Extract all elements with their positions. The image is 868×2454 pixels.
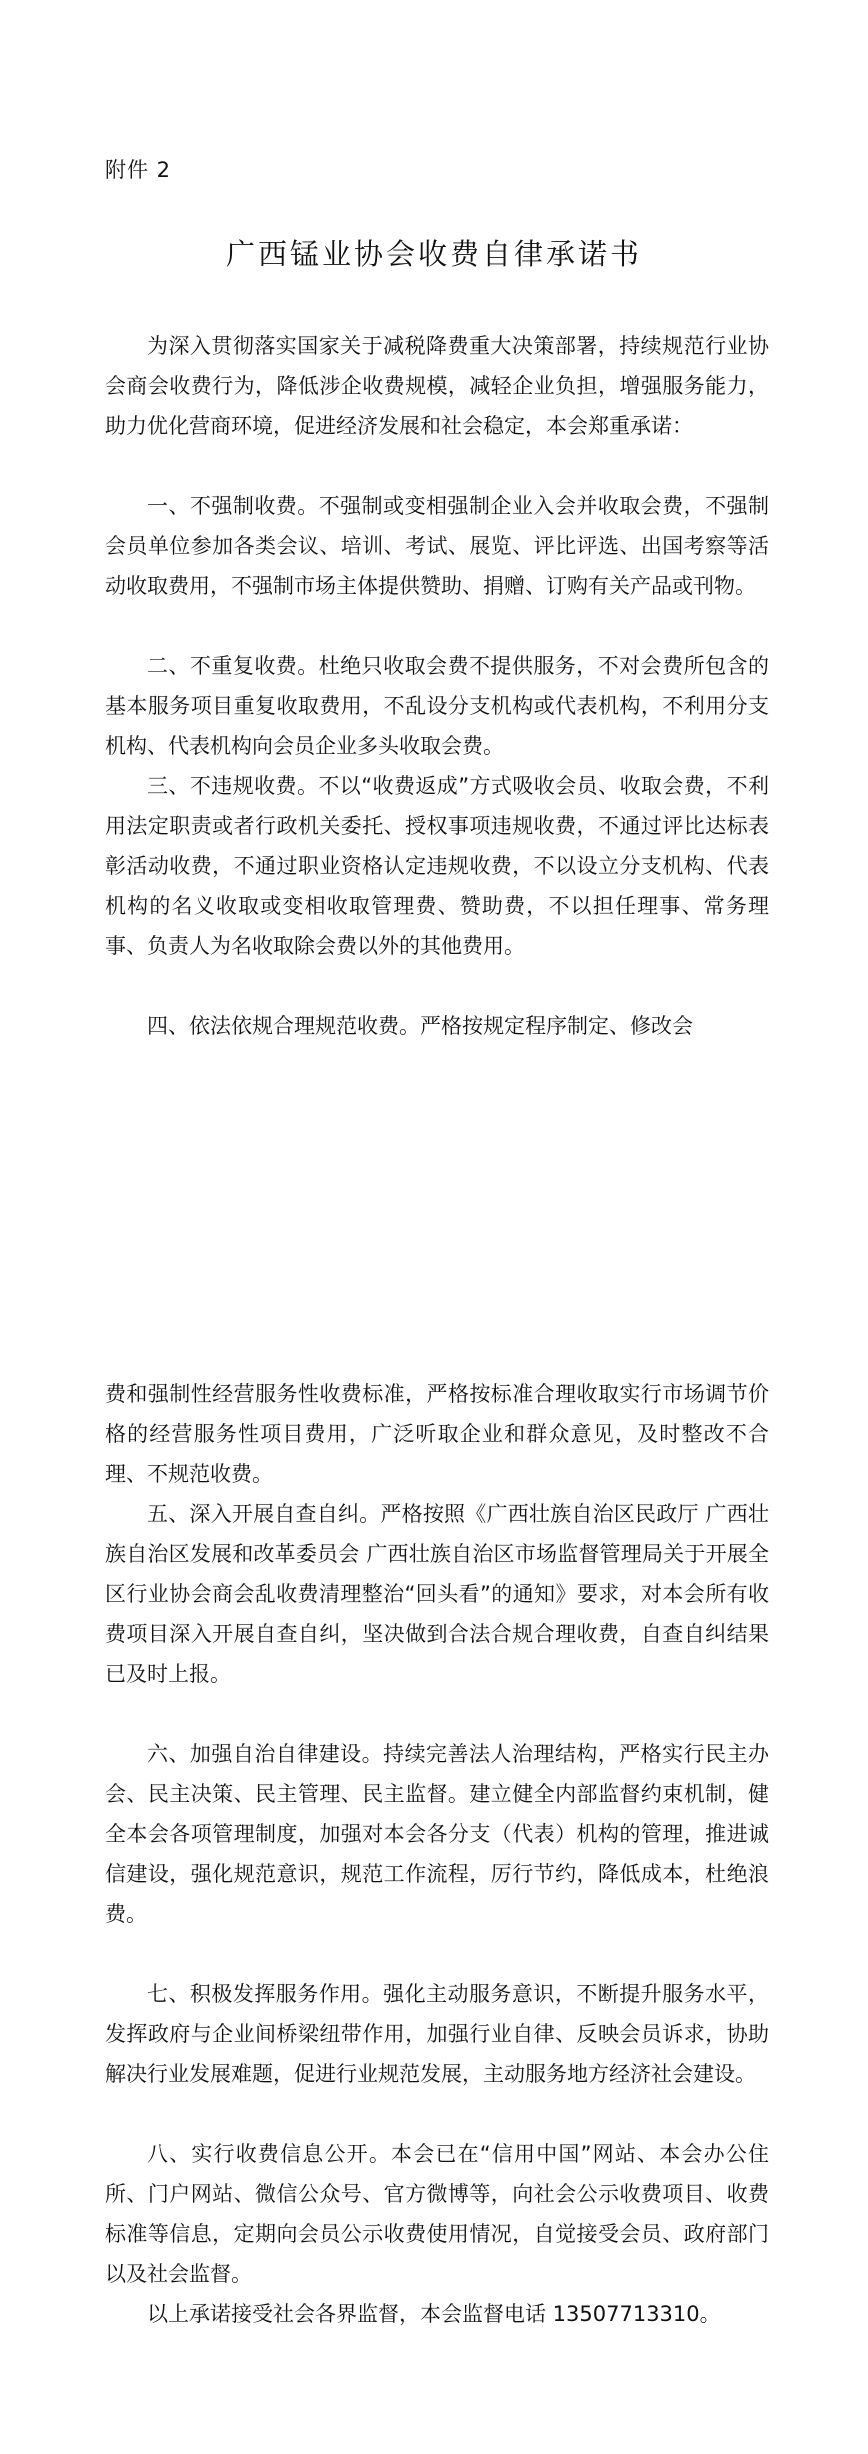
paragraph-self-discipline: 六、加强自治自律建设。持续完善法人治理结构，严格实行民主办会、民主决策、民主管理、民主监督。建立健全内部监督约束机制，健全本会各项管理制度，加强对本会各分支（代表）机构的管理，推进诚信建设，强化规范意识，规范工作流程，厉行节约，降低成本，杜绝浪费。 [105, 1742, 769, 1926]
paragraph-fee-disclosure: 八、实行收费信息公开。本会已在“信用中国”网站、本会办公住所、门户网站、微信公众号、官方微博等，向社会公示收费项目、收费标准等信息，定期向会员公示收费使用情况，自觉接受会员、政府部门以及社会监督。 [105, 2142, 769, 2286]
paragraph-no-forced-fees: 一、不强制收费。不强制或变相强制企业入会并收取会费，不强制会员单位参加各类会议、培训、考试、展览、评比评选、出国考察等活动收取费用，不强制市场主体提供赞助、捐赠、订购有关产品或刊物。 [105, 494, 769, 598]
document-title: 广西锰业协会收费自律承诺书 [225, 237, 642, 271]
paragraph-lawful-fees-continued: 费和强制性经营服务性收费标准，严格按标准合理收取实行市场调节价格的经营服务性项目费用，广泛听取企业和群众意见，及时整改不合理、不规范收费。 [105, 1382, 769, 1486]
paragraph-no-illegal-fees: 三、不违规收费。不以“收费返成”方式吸收会员、收取会费，不利用法定职责或者行政机关委托、授权事项违规收费，不通过评比达标表彰活动收费，不通过职业资格认定违规收费，不以设立分支机构、代表机构的名义收取或变相收取管理费、赞助费，不以担任理事、常务理事、负责人为名收取除会费以外的其他费用。 [105, 774, 769, 958]
closing-statement: 以上承诺接受社会各界监督，本会监督电话 13507713310。 [147, 2302, 721, 2326]
intro-paragraph: 为深入贯彻落实国家关于减税降费重大决策部署，持续规范行业协会商会收费行为，降低涉企收费规模，减轻企业负担，增强服务能力，助力优化营商环境，促进经济发展和社会稳定，本会郑重承诺： [105, 334, 769, 438]
paragraph-lawful-fees-start: 四、依法依规合理规范收费。严格按规定程序制定、修改会 [147, 1014, 693, 1038]
paragraph-self-inspection: 五、深入开展自查自纠。严格按照《广西壮族自治区民政厅 广西壮族自治区发展和改革委员会 广西壮族自治区市场监督管理局关于开展全区行业协会商会乱收费清理整治“回头看”的通知》要求，对本会所有收费项目深入开展自查自纠，坚决做到合法合规合理收费，自查自纠结果已及时上报。 [105, 1502, 769, 1686]
paragraph-service-role: 七、积极发挥服务作用。强化主动服务意识，不断提升服务水平，发挥政府与企业间桥梁纽带作用，加强行业自律、反映会员诉求，协助解决行业发展难题，促进行业规范发展，主动服务地方经济社会建设。 [105, 1982, 769, 2086]
paragraph-no-duplicate-fees: 二、不重复收费。杜绝只收取会费不提供服务，不对会费所包含的基本服务项目重复收取费用，不乱设分支机构或代表机构，不利用分支机构、代表机构向会员企业多头收取会费。 [105, 654, 769, 758]
annex-label: 附件 2 [105, 158, 172, 182]
page-break-gap [0, 1105, 868, 1365]
